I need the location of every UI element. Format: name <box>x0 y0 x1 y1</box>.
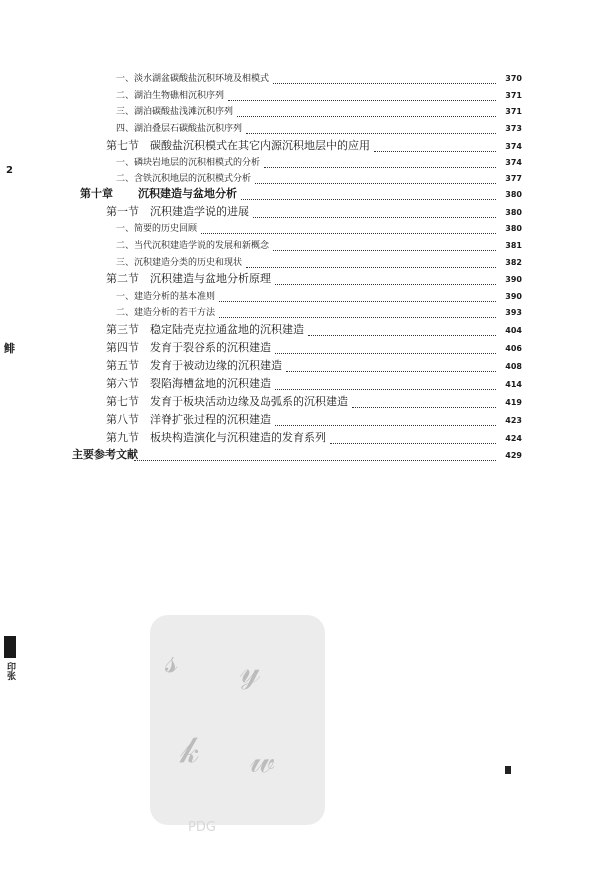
toc-entry <box>116 105 522 119</box>
dot-leader <box>275 344 496 354</box>
toc-page-number: 404 <box>505 326 522 335</box>
toc-entry-label: 沉积建造学说的进展 <box>150 205 249 218</box>
toc-page-number: 429 <box>505 451 522 460</box>
seal-glyph: 𝓌 <box>250 740 275 781</box>
toc-entry-title <box>116 156 260 170</box>
toc-entry-number: 第五节 <box>106 359 139 372</box>
margin-mark-bottom-label: 印张 <box>5 662 15 680</box>
dot-leader <box>273 74 496 84</box>
toc-page-number: 414 <box>505 380 522 389</box>
toc-entry <box>106 359 522 374</box>
toc-entry-label: 二、含铁沉积地层的沉积模式分析 <box>116 174 252 184</box>
toc-entry-title <box>116 105 233 119</box>
toc-page-number: 406 <box>505 344 522 353</box>
toc-entry-label: 二、当代沉积建造学说的发展和新概念 <box>116 241 270 251</box>
toc-page-number: 374 <box>505 142 522 151</box>
seal-glyph: 𝓎 <box>240 650 261 691</box>
margin-mark-top: 2 <box>6 165 13 176</box>
dot-leader <box>374 142 496 152</box>
toc-entry-label: 四、湖泊叠层石碳酸盐沉积序列 <box>116 124 243 134</box>
toc-entry-title <box>116 239 269 253</box>
toc-entry <box>116 222 522 236</box>
dot-leader <box>134 451 496 461</box>
dot-leader <box>286 362 496 372</box>
dot-leader <box>237 107 496 117</box>
toc-entry-number: 第一节 <box>106 205 139 218</box>
toc-entry <box>106 323 522 338</box>
toc-page-number: 371 <box>505 91 522 100</box>
toc-entry-number: 第四节 <box>106 341 139 354</box>
toc-entry <box>116 89 522 103</box>
toc-page-number: 377 <box>505 174 522 183</box>
dot-leader <box>241 190 496 200</box>
toc-entry-title <box>116 89 224 103</box>
toc-entry <box>116 306 522 320</box>
toc-page-number: 423 <box>505 416 522 425</box>
toc-entry-number: 第八节 <box>106 413 139 426</box>
margin-mark-bottom <box>4 636 16 712</box>
toc-entry-label: 发育于被动边缘的沉积建造 <box>150 359 282 372</box>
toc-entry-title <box>116 256 242 270</box>
toc-entry-number: 第七节 <box>106 395 139 408</box>
dot-leader <box>308 326 496 336</box>
dot-leader <box>273 241 496 251</box>
toc-entry-label: 一、磷块岩地层的沉积相模式的分析 <box>116 158 261 168</box>
toc-entry <box>72 448 522 463</box>
toc-entry <box>106 413 522 428</box>
toc-entry <box>116 172 522 186</box>
toc-entry-label: 板块构造演化与沉积建造的发育系列 <box>150 431 326 444</box>
toc-entry-label: 沉积建造与盆地分析原理 <box>150 272 271 285</box>
toc-entry <box>106 395 522 410</box>
toc-entry-title <box>106 359 282 373</box>
toc-page-number: 380 <box>505 208 522 217</box>
toc-entry-title <box>106 341 271 355</box>
toc-entry <box>106 431 522 446</box>
toc-entry-label: 三、沉积建造分类的历史和现状 <box>116 258 243 268</box>
toc-entry-title <box>106 205 249 219</box>
toc-entry <box>116 72 522 86</box>
toc-page-number: 390 <box>505 275 522 284</box>
margin-mark-middle: 鲱 <box>4 342 15 355</box>
toc-entry <box>106 205 522 220</box>
toc-page-number: 419 <box>505 398 522 407</box>
toc-entry-title <box>116 172 251 186</box>
toc-entry-title <box>116 306 215 320</box>
toc-entry-title <box>80 187 237 201</box>
toc-entry <box>116 239 522 253</box>
toc-entry-number: 第七节 <box>106 139 139 152</box>
toc-entry-title <box>116 122 242 136</box>
toc-page-number: 382 <box>505 258 522 267</box>
toc-entry <box>80 187 522 202</box>
dot-leader <box>201 224 496 234</box>
toc-entry <box>116 122 522 136</box>
dot-leader <box>246 258 496 268</box>
dot-leader <box>264 158 496 168</box>
toc-page-number: 381 <box>505 241 522 250</box>
dot-leader <box>219 308 496 318</box>
toc-entry-number: 第六节 <box>106 377 139 390</box>
toc-page-number: 374 <box>505 158 522 167</box>
toc-entry <box>116 256 522 270</box>
dot-leader <box>246 124 496 134</box>
toc-entry-number: 第十章 <box>80 187 113 200</box>
toc-entry <box>116 156 522 170</box>
toc-entry-label: 发育于板块活动边缘及岛弧系的沉积建造 <box>150 395 348 408</box>
toc-entry-title <box>106 139 370 153</box>
corner-mark <box>505 766 511 774</box>
toc-entry-label: 二、湖泊生物礁相沉积序列 <box>116 91 225 101</box>
toc-entry-label: 三、湖泊碳酸盐浅滩沉积序列 <box>116 107 234 117</box>
toc-page-number: 390 <box>505 292 522 301</box>
dot-leader <box>228 91 496 101</box>
toc-entry-label: 稳定陆壳克拉通盆地的沉积建造 <box>150 323 304 336</box>
toc-entry-label: 一、淡水湖盆碳酸盐沉积环境及相模式 <box>116 74 270 84</box>
toc-entry <box>106 139 522 154</box>
toc-page-number: 424 <box>505 434 522 443</box>
toc-entry-title <box>106 272 271 286</box>
dot-leader <box>275 380 496 390</box>
toc-entry-title <box>106 377 271 391</box>
toc-entry-title <box>106 413 271 427</box>
dot-leader <box>255 174 496 184</box>
toc-entry <box>106 272 522 287</box>
toc-page-number: 373 <box>505 124 522 133</box>
toc-entry-number: 主要参考文献 <box>72 448 138 461</box>
toc-entry-label: 一、建造分析的基本准则 <box>116 292 216 302</box>
dot-leader <box>253 208 496 218</box>
toc-entry-title <box>116 72 269 86</box>
dot-leader <box>275 416 496 426</box>
toc-entry-label: 碳酸盐沉积模式在其它内源沉积地层中的应用 <box>150 139 370 152</box>
toc-entry-title <box>106 323 304 337</box>
dot-leader <box>330 434 496 444</box>
toc-entry-title <box>106 431 326 445</box>
toc-entry-number: 第九节 <box>106 431 139 444</box>
toc-entry <box>106 341 522 356</box>
toc-entry-number: 第三节 <box>106 323 139 336</box>
toc-entry-label: 发育于裂谷系的沉积建造 <box>150 341 271 354</box>
toc-page-number: 408 <box>505 362 522 371</box>
toc-page-number: 393 <box>505 308 522 317</box>
toc-page-number: 370 <box>505 74 522 83</box>
toc-entry-label: 洋脊扩张过程的沉积建造 <box>150 413 271 426</box>
toc-page-number: 380 <box>505 190 522 199</box>
toc-entry <box>116 290 522 304</box>
dot-leader <box>219 292 496 302</box>
toc-entry-title <box>116 222 197 236</box>
watermark-text: PDG <box>188 820 216 835</box>
dot-leader <box>275 275 496 285</box>
toc-page-number: 371 <box>505 107 522 116</box>
seal-glyph: 𝓈 <box>165 640 179 681</box>
toc-entry-title <box>72 448 138 462</box>
toc-entry-label: 裂陷海槽盆地的沉积建造 <box>150 377 271 390</box>
toc-entry-label: 一、简要的历史回顾 <box>116 224 198 234</box>
toc-entry-label: 二、建造分析的若干方法 <box>116 308 216 318</box>
toc-page-number: 380 <box>505 224 522 233</box>
toc-entry-title <box>116 290 215 304</box>
toc-entry-label: 沉积建造与盆地分析 <box>138 187 237 200</box>
toc-entry-title <box>106 395 348 409</box>
seal-glyph: 𝓀 <box>180 730 200 771</box>
toc-entry <box>106 377 522 392</box>
dot-leader <box>352 398 496 408</box>
toc-entry-number: 第二节 <box>106 272 139 285</box>
